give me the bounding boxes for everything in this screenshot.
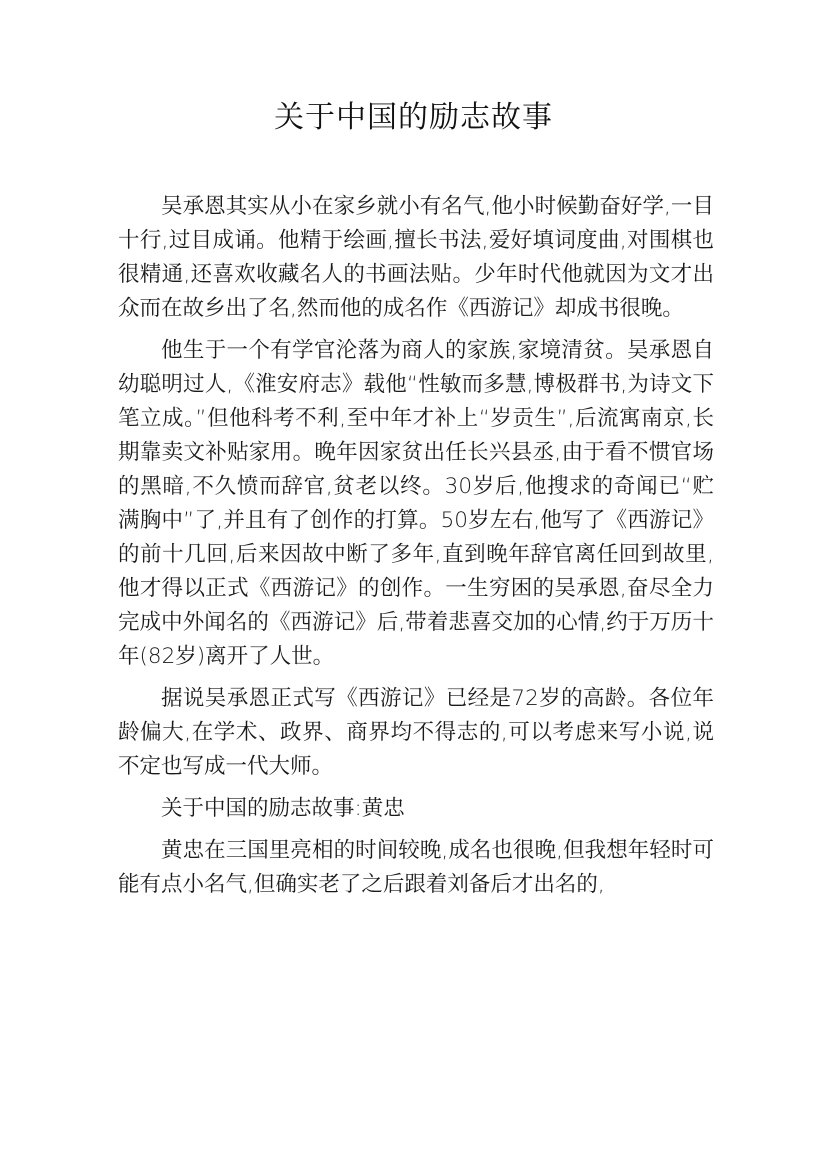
paragraph: 他生于一个有学官沦落为商人的家族,家境清贫。吴承恩自幼聪明过人,《淮安府志》载他“性敏而多慧,博极群书,为诗文下笔立成。”但他科考不利,至中年才补上“岁贡生”,后流寓南京,长期靠卖文补贴家用。晚年因家贫出任长兴县丞,由于看不惯官场的黑暗,不久愤而辞官,贫老以终。30岁后,他搜求的奇闻已“贮满胸中”了,并且有了创作的打算。50岁左右,他写了《西游记》的前十几回,后来因故中断了多年,直到晚年辞官离任回到故里,他才得以正式《西游记》的创作。一生穷困的吴承恩,奋尽全力完成中外闻名的《西游记》后,带着悲喜交加的心情,约于万历十年(82岁)离开了人世。 [118,338,714,669]
document-body [118,190,714,910]
paragraph: 吴承恩其实从小在家乡就小有名气,他小时候勤奋好学,一目十行,过目成诵。他精于绘画,擅长书法,爱好填词度曲,对围棋也很精通,还喜欢收藏名人的书画法贴。少年时代他就因为文才出众而在故乡出了名,然而他的成名作《西游记》却成书很晚。 [118,194,714,321]
paragraph: 黄忠在三国里亮相的时间较晚,成名也很晚,但我想年轻时可能有点小名气,但确实老了之后跟着刘备后才出名的, [118,838,714,897]
document-title: 关于中国的励志故事 [274,100,553,135]
section-heading: 关于中国的励志故事:黄忠 [161,796,405,821]
paragraph: 据说吴承恩正式写《西游记》已经是72岁的高龄。各位年龄偏大,在学术、政界、商界均不得志的,可以考虑来写小说,说不定也写成一代大师。 [118,686,714,779]
